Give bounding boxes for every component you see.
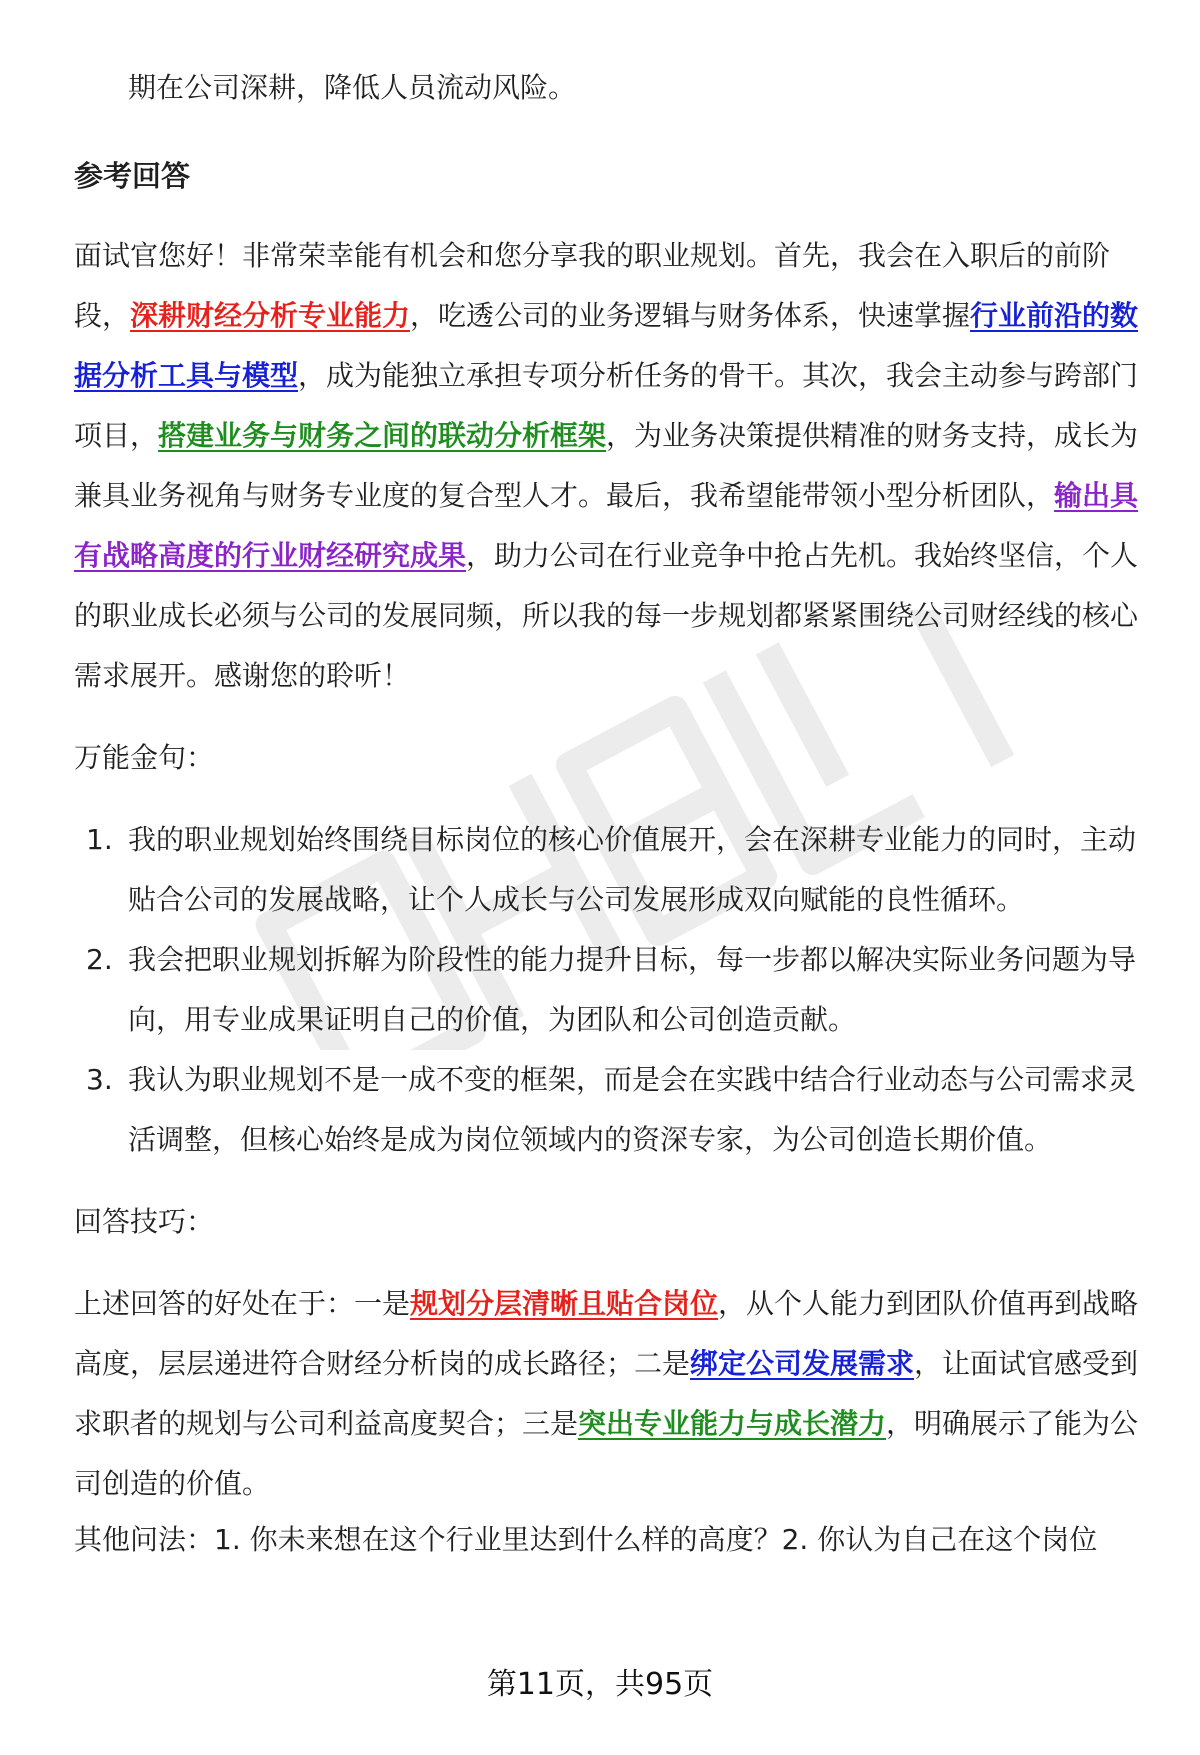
list-item [74,1050,1154,1170]
list-item [74,930,1154,1050]
tips-text: 上述回答的好处在于：一是 [74,1287,411,1320]
answer-text: ，吃透公司的业务逻辑与财务体系，快速掌握 [410,299,971,332]
golden-sentences-list [74,810,1154,1170]
reference-answer-paragraph [74,226,1154,706]
answer-highlight-red: 深耕财经分析专业能力 [130,299,411,332]
golden-heading: 万能金句： [74,741,215,774]
tips-highlight-blue: 绑定公司发展需求 [690,1347,915,1380]
answer-highlight-blue: 行业前沿的数据分析工具与模型 [74,299,1139,392]
answer-text: ，成为能独立承担专项分析任务的骨干。其次，我会主动参与跨部门项目， [74,359,1139,452]
list-number: 2. [86,943,113,976]
other-questions-text: 其他问法：1. 你未来想在这个行业里达到什么样的高度？2. 你认为自己在这个岗位 [74,1523,1098,1556]
tips-paragraph [74,1274,1154,1514]
list-text: 我会把职业规划拆解为阶段性的能力提升目标，每一步都以解决实际业务问题为导向，用专业成果证明自己的价值，为团队和公司创造贡献。 [128,943,1137,1036]
answer-text: ，为业务决策提供精准的财务支持，成长为兼具业务视角与财务专业度的复合型人才。最后，我希望能带领小型分析团队， [74,419,1139,512]
answer-text: 面试官您好！非常荣幸能有机会和您分享我的职业规划。首先，我会在入职后的前阶段， [74,239,1111,332]
reference-heading: 参考回答 [74,159,191,193]
list-number: 1. [86,823,113,856]
list-text: 我的职业规划始终围绕目标岗位的核心价值展开，会在深耕专业能力的同时，主动贴合公司的发展战略，让个人成长与公司发展形成双向赋能的良性循环。 [128,823,1137,916]
tips-heading: 回答技巧： [74,1205,215,1238]
list-number: 3. [86,1063,113,1096]
document-page [74,58,1154,1566]
tips-text: ，让面试官感受到求职者的规划与公司利益高度契合；三是 [74,1347,1139,1440]
answer-text: ，助力公司在行业竞争中抢占先机。我始终坚信，个人的职业成长必须与公司的发展同频，所以我的每一步规划都紧紧围绕公司财经线的核心需求展开。感谢您的聆听！ [74,539,1139,692]
tips-highlight-green: 突出专业能力与成长潜力 [578,1407,887,1440]
intro-tail-text: 期在公司深耕，降低人员流动风险。 [128,71,577,104]
list-text: 我认为职业规划不是一成不变的框架，而是会在实践中结合行业动态与公司需求灵活调整，但核心始终是成为岗位领域内的资深专家，为公司创造长期价值。 [128,1063,1137,1156]
tips-text: ，从个人能力到团队价值再到战略高度，层层递进符合财经分析岗的成长路径；二是 [74,1287,1139,1380]
answer-highlight-purple: 输出具有战略高度的行业财经研究成果 [74,479,1139,572]
list-item [74,810,1154,930]
page-footer: 第11页，共95页 [486,1667,714,1702]
tips-highlight-red: 规划分层清晰且贴合岗位 [410,1287,719,1320]
answer-highlight-green: 搭建业务与财务之间的联动分析框架 [158,419,607,452]
tips-text: ，明确展示了能为公司创造的价值。 [74,1407,1139,1500]
